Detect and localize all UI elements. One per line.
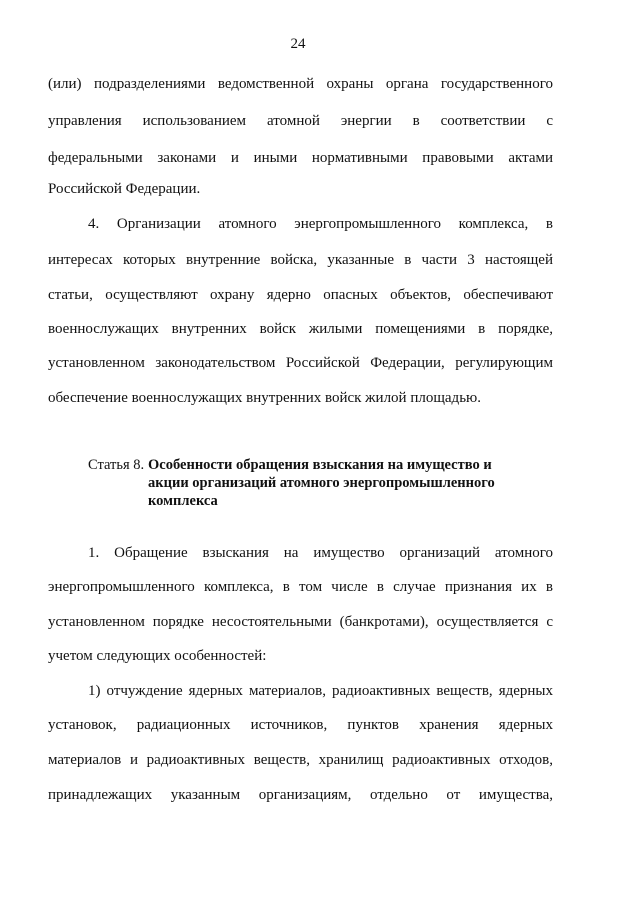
- paragraph-top-line-4: Российской Федерации.: [48, 181, 201, 197]
- paragraph-4-line-5: установленном законодательством Российской Федерации, регулирующим: [48, 355, 553, 371]
- item-1-line-4: принадлежащих указанным организациям, отдельно от имущества,: [48, 787, 553, 803]
- paragraph-1-line-3: установленном порядке несостоятельными (банкротами), осуществляется с: [48, 614, 553, 630]
- item-1-line-2: установок, радиационных источников, пунктов хранения ядерных: [48, 717, 553, 733]
- paragraph-4-line-4: военнослужащих внутренних войск жилыми помещениями в порядке,: [48, 321, 553, 337]
- article-title-line-3: комплекса: [148, 493, 218, 509]
- paragraph-4-line-2: интересах которых внутренние войска, указанные в части 3 настоящей: [48, 252, 553, 268]
- paragraph-1-line-1: 1. Обращение взыскания на имущество организаций атомного: [88, 545, 553, 561]
- paragraph-top-line-3: федеральными законами и иными нормативными правовыми актами: [48, 150, 553, 166]
- article-title-line-2: акции организаций атомного энергопромышленного: [148, 475, 495, 491]
- paragraph-4-line-1: 4. Организации атомного энергопромышленного комплекса, в: [88, 216, 553, 232]
- article-label: Статья 8.: [88, 457, 145, 473]
- paragraph-top-line-2: управления использованием атомной энергии в соответствии с: [48, 113, 553, 129]
- paragraph-4-line-3: статьи, осуществляют охрану ядерно опасных объектов, обеспечивают: [48, 287, 553, 303]
- paragraph-1-line-4: учетом следующих особенностей:: [48, 648, 267, 664]
- item-1-line-1: 1) отчуждение ядерных материалов, радиоактивных веществ, ядерных: [88, 683, 553, 699]
- paragraph-4-line-6: обеспечение военнослужащих внутренних войск жилой площадью.: [48, 390, 481, 406]
- article-title-line-1: Особенности обращения взыскания на имущество и: [148, 457, 492, 473]
- page-number: 24: [290, 36, 306, 52]
- item-1-line-3: материалов и радиоактивных веществ, хранилищ радиоактивных отходов,: [48, 752, 553, 768]
- paragraph-top-line-1: (или) подразделениями ведомственной охраны органа государственного: [48, 76, 553, 92]
- paragraph-1-line-2: энергопромышленного комплекса, в том числе в случае признания их в: [48, 579, 553, 595]
